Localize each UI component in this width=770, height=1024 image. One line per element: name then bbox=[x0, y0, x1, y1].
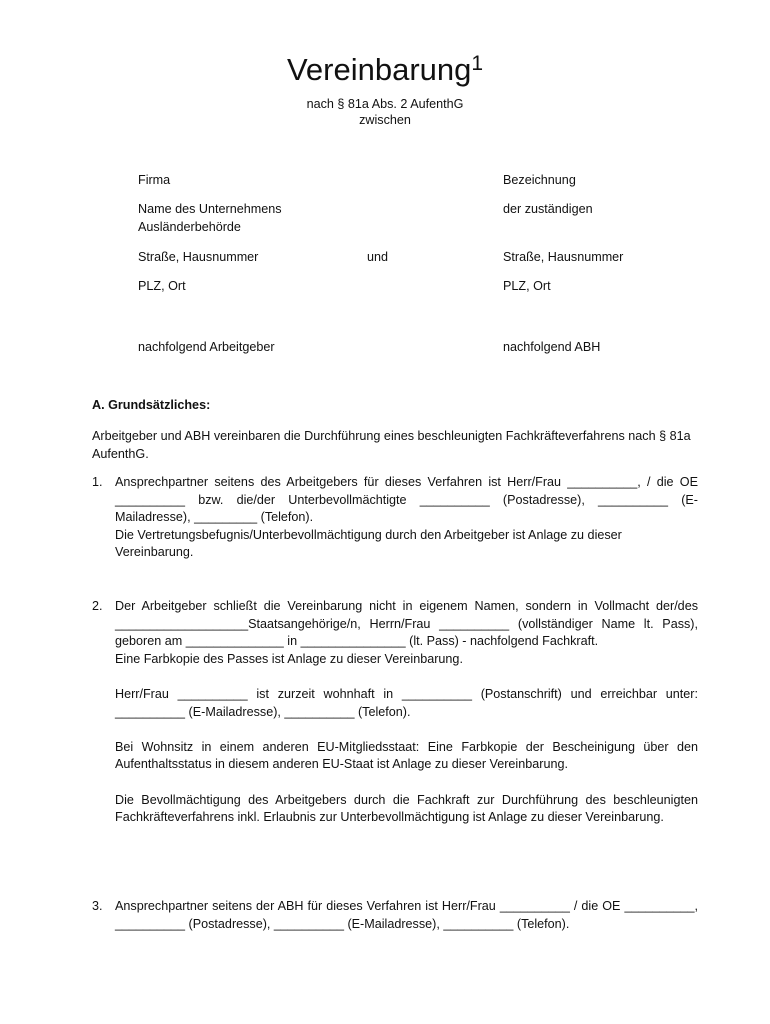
list-item bbox=[92, 598, 698, 827]
list-item-text: Herr/Frau __________ ist zurzeit wohnhaft in __________ (Postanschrift) und erreichbar unter: __________ (E-Mailadresse), __________ (Telefon). bbox=[115, 686, 698, 719]
list-item-text: Die Vertretungsbefugnis/Unterbevollmächtigung durch den Arbeitgeber ist Anlage zu dieser Vereinbarung. bbox=[115, 527, 622, 560]
party-left-street: Straße, Hausnummer bbox=[138, 250, 259, 264]
list-item-number: 2. bbox=[92, 599, 103, 613]
list-item-text: Ansprechpartner seitens der ABH für dieses Verfahren ist Herr/Frau __________ / die OE __________, __________ (Postadresse), __________ (E-Mailadresse), __________ (Telefon). bbox=[115, 899, 698, 931]
section-intro: Arbeitgeber und ABH vereinbaren die Durchführung eines beschleunigten Fachkräfteverfahrens nach § 81a AufenthG. bbox=[92, 429, 691, 461]
party-left-name: Name des Unternehmens bbox=[138, 202, 282, 216]
document-title: Vereinbarung$^1$ bbox=[286, 52, 484, 87]
list-item bbox=[92, 474, 698, 562]
list-item-number: 3. bbox=[92, 899, 103, 913]
footnote-marker: 1 bbox=[471, 52, 484, 75]
between-label: zwischen bbox=[359, 113, 411, 127]
list-item-number: 1. bbox=[92, 475, 103, 489]
party-left-name-cont: Ausländerbehörde bbox=[138, 220, 241, 234]
party-left-city: PLZ, Ort bbox=[138, 279, 186, 293]
party-right-street: Straße, Hausnummer bbox=[503, 250, 624, 264]
list-item bbox=[92, 898, 698, 933]
document-subtitle: nach § 81a Abs. 2 AufenthG bbox=[306, 97, 464, 111]
list-item-text: Bei Wohnsitz in einem anderen EU-Mitgliedsstaat: Eine Farbkopie der Bescheinigung über den Aufenthaltsstatus in diesem anderen EU-Staat ist Anlage zu dieser Vereinbarung. bbox=[115, 739, 698, 772]
party-left-firma: Firma bbox=[138, 173, 171, 187]
party-right-alias: nachfolgend ABH bbox=[503, 340, 601, 354]
party-connector: und bbox=[367, 250, 389, 264]
section-heading: A. Grundsätzliches: bbox=[92, 398, 211, 412]
party-left-alias: nachfolgend Arbeitgeber bbox=[138, 340, 275, 354]
party-right-zustaendig: der zuständigen bbox=[503, 202, 593, 216]
list-item-text: Der Arbeitgeber schließt die Vereinbarung nicht in eigenem Namen, sondern in Vollmacht der/des ___________________Staatsangehörige/n, Herrn/Frau __________ (vollständiger Name lt. Pass), geboren am ______________ in _______________ (lt. Pass) - nachfolgend Fachkraft. bbox=[115, 599, 698, 649]
party-right-city: PLZ, Ort bbox=[503, 279, 551, 293]
party-right-bezeichnung: Bezeichnung bbox=[503, 173, 576, 187]
list-item-text: Ansprechpartner seitens des Arbeitgebers für dieses Verfahren ist Herr/Frau __________, / die OE __________ bzw. die/der Unterbevollmächtigte __________ (Postadresse), __________ (E-Mailadresse), _________ (Telefon). bbox=[115, 475, 698, 525]
list-item-text: Die Bevollmächtigung des Arbeitgebers durch die Fachkraft zur Durchführung des beschleunigten Fachkräfteverfahrens inkl. Erlaubnis zur Unterbevollmächtigung ist Anlage zu dieser Vereinbarung. bbox=[115, 792, 698, 825]
list-item-text: Eine Farbkopie des Passes ist Anlage zu dieser Vereinbarung. bbox=[115, 651, 463, 666]
